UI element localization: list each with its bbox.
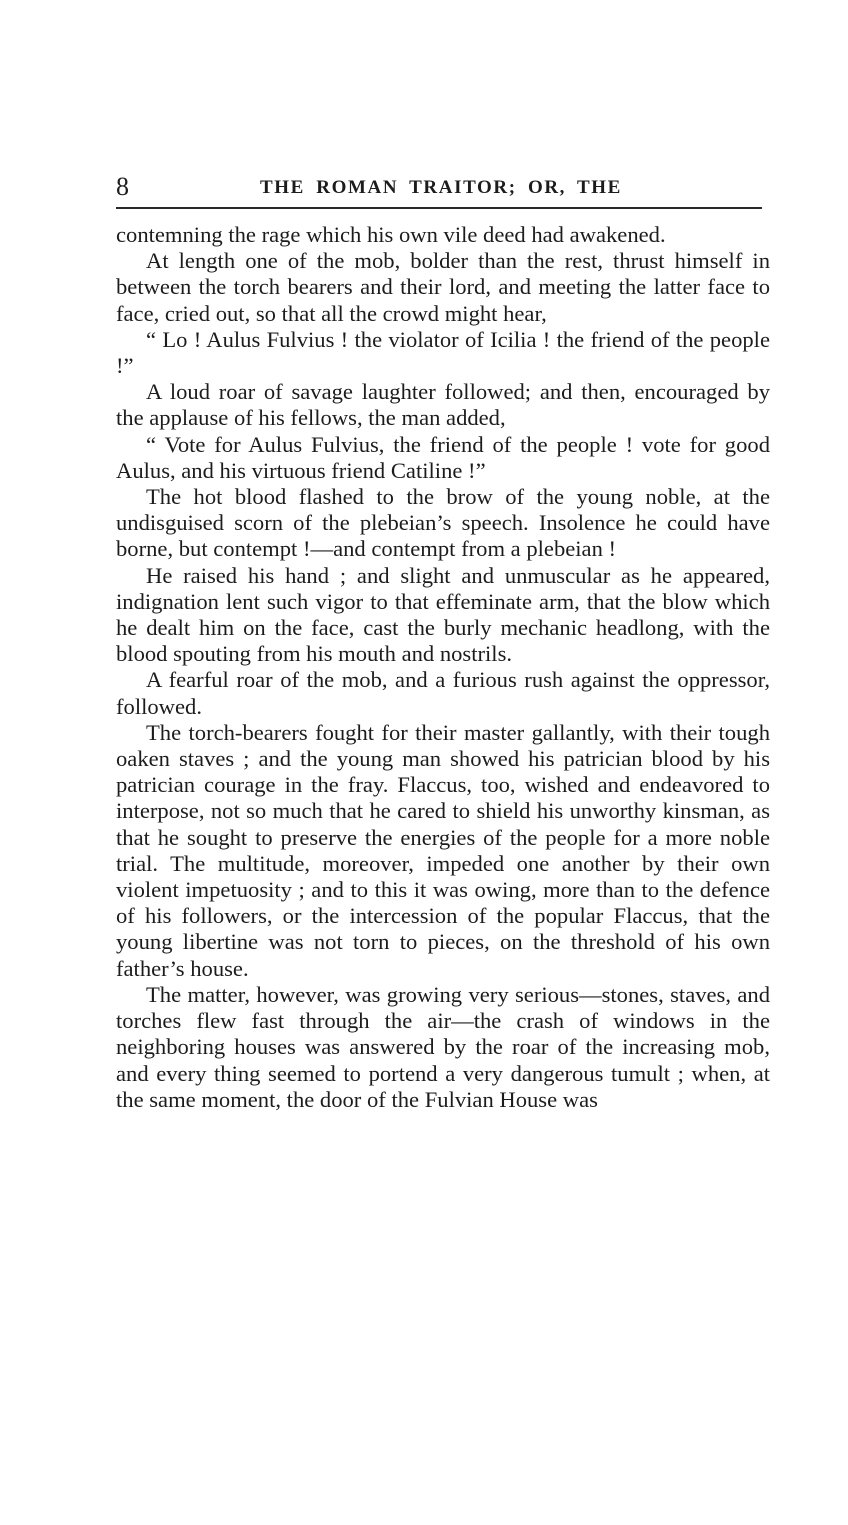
paragraph-10: The matter, however, was growing very serious—stones, staves, and torches flew fast through the air—the crash of windows in the neighboring houses was answered by the roar of the increasing mob, and every thing seemed to portend a very dangerous tumult ; when, at the same moment, the door of the Fulvian House was [116,981,770,1112]
body-text [116,222,770,1113]
paragraph-4: A loud roar of savage laughter followed; and then, encouraged by the applause of his fellows, the man added, [116,379,770,431]
paragraph-9: The torch-bearers fought for their master gallantly, with their tough oaken staves ; and the young man showed his patrician blood by his patrician courage in the fray. Flaccus, too, wished and endeavored to interpose, not so much that he cared to shield his unworthy kinsman, as that he sought to preserve the energies of the people for a more noble trial. The multitude, moreover, impeded one another by their own violent impetuosity ; and to this it was owing, more than to the defence of his followers, or the intercession of the popular Flaccus, that the young libertine was not torn to pieces, on the threshold of his own father’s house. [116,719,770,981]
paragraph-5: “ Vote for Aulus Fulvius, the friend of the people ! vote for good Aulus, and his virtuous friend Catiline !” [116,431,770,483]
paragraph-3: “ Lo ! Aulus Fulvius ! the violator of Icilia ! the friend of the people !” [116,326,770,379]
page-header [116,172,770,202]
header-rule [116,207,762,209]
page-number: 8 [116,172,129,201]
paragraph-7: He raised his hand ; and slight and unmuscular as he appeared, indignation lent such vigor to that effeminate arm, that the blow which he dealt him on the face, cast the burly mechanic headlong, with the blood spouting from his mouth and nostrils. [116,562,770,667]
paragraph-1: contemning the rage which his own vile deed had awakened. [116,222,666,247]
paragraph-8: A fearful roar of the mob, and a furious rush against the oppressor, followed. [116,667,770,719]
paragraph-6: The hot blood flashed to the brow of the young noble, at the undisguised scorn of the plebeian’s speech. Insolence he could have borne, but contempt !—and contempt from a plebeian ! [116,484,770,562]
paragraph-2: At length one of the mob, bolder than the rest, thrust himself in between the torch bearers and their lord, and meeting the latter face to face, cried out, so that all the crowd might hear, [116,248,770,326]
running-title: THE ROMAN TRAITOR; OR, THE [260,177,622,198]
